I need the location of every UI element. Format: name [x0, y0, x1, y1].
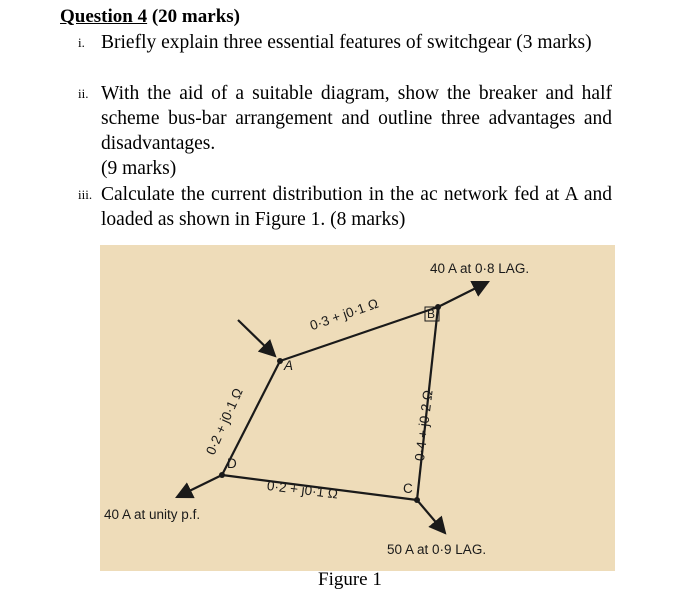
item-text: With the aid of a suitable diagram, show the breaker and half scheme bus-bar arrangement and outline three advantages and disadvantages. — [101, 83, 612, 154]
load-arrow-c — [417, 500, 445, 533]
item-numeral: ii. — [78, 86, 89, 101]
impedance-bc-label: 0·4 + j0·2 Ω — [412, 389, 436, 462]
impedance-da-label: 0·2 + j0·1 Ω — [203, 385, 246, 458]
question-item-1 — [78, 30, 612, 55]
question-item-3 — [78, 182, 612, 232]
item-text: Briefly explain three essential features of switchgear (3 marks) — [101, 32, 592, 53]
question-title: Question 4 — [60, 6, 148, 27]
impedance-ab-label: 0·3 + j0·1 Ω — [308, 295, 381, 334]
node-d-label: D — [227, 456, 237, 471]
figure-caption: Figure 1 — [318, 569, 382, 590]
item-text: Calculate the current distribution in the ac network fed at A and loaded as shown in Figure 1. (8 marks) — [101, 184, 612, 230]
load-c-label: 50 A at 0·9 LAG. — [387, 542, 487, 557]
impedance-cd-label: 0·2 + j0·1 Ω — [266, 478, 339, 502]
item-numeral: i. — [78, 35, 85, 50]
node-c-label: C — [403, 481, 413, 496]
node-c-dot — [414, 497, 420, 503]
load-arrow-d — [177, 475, 222, 497]
network-diagram-svg — [100, 245, 615, 571]
node-a-label: A — [284, 358, 294, 373]
item-numeral: iii. — [78, 187, 93, 202]
supply-arrow-a — [238, 320, 275, 356]
load-b-label: 40 A at 0·8 LAG. — [430, 261, 530, 276]
question-item-2 — [78, 81, 612, 181]
figure-1-network-diagram — [100, 245, 615, 571]
question-heading — [60, 4, 240, 30]
question-marks: (20 marks) — [151, 6, 240, 27]
load-arrow-b — [438, 282, 488, 307]
item-marks: (9 marks) — [101, 158, 177, 179]
load-d-label: 40 A at unity p.f. — [104, 507, 201, 522]
node-a-dot — [277, 358, 283, 364]
node-d-dot — [219, 472, 225, 478]
node-b-label: B — [427, 307, 436, 321]
